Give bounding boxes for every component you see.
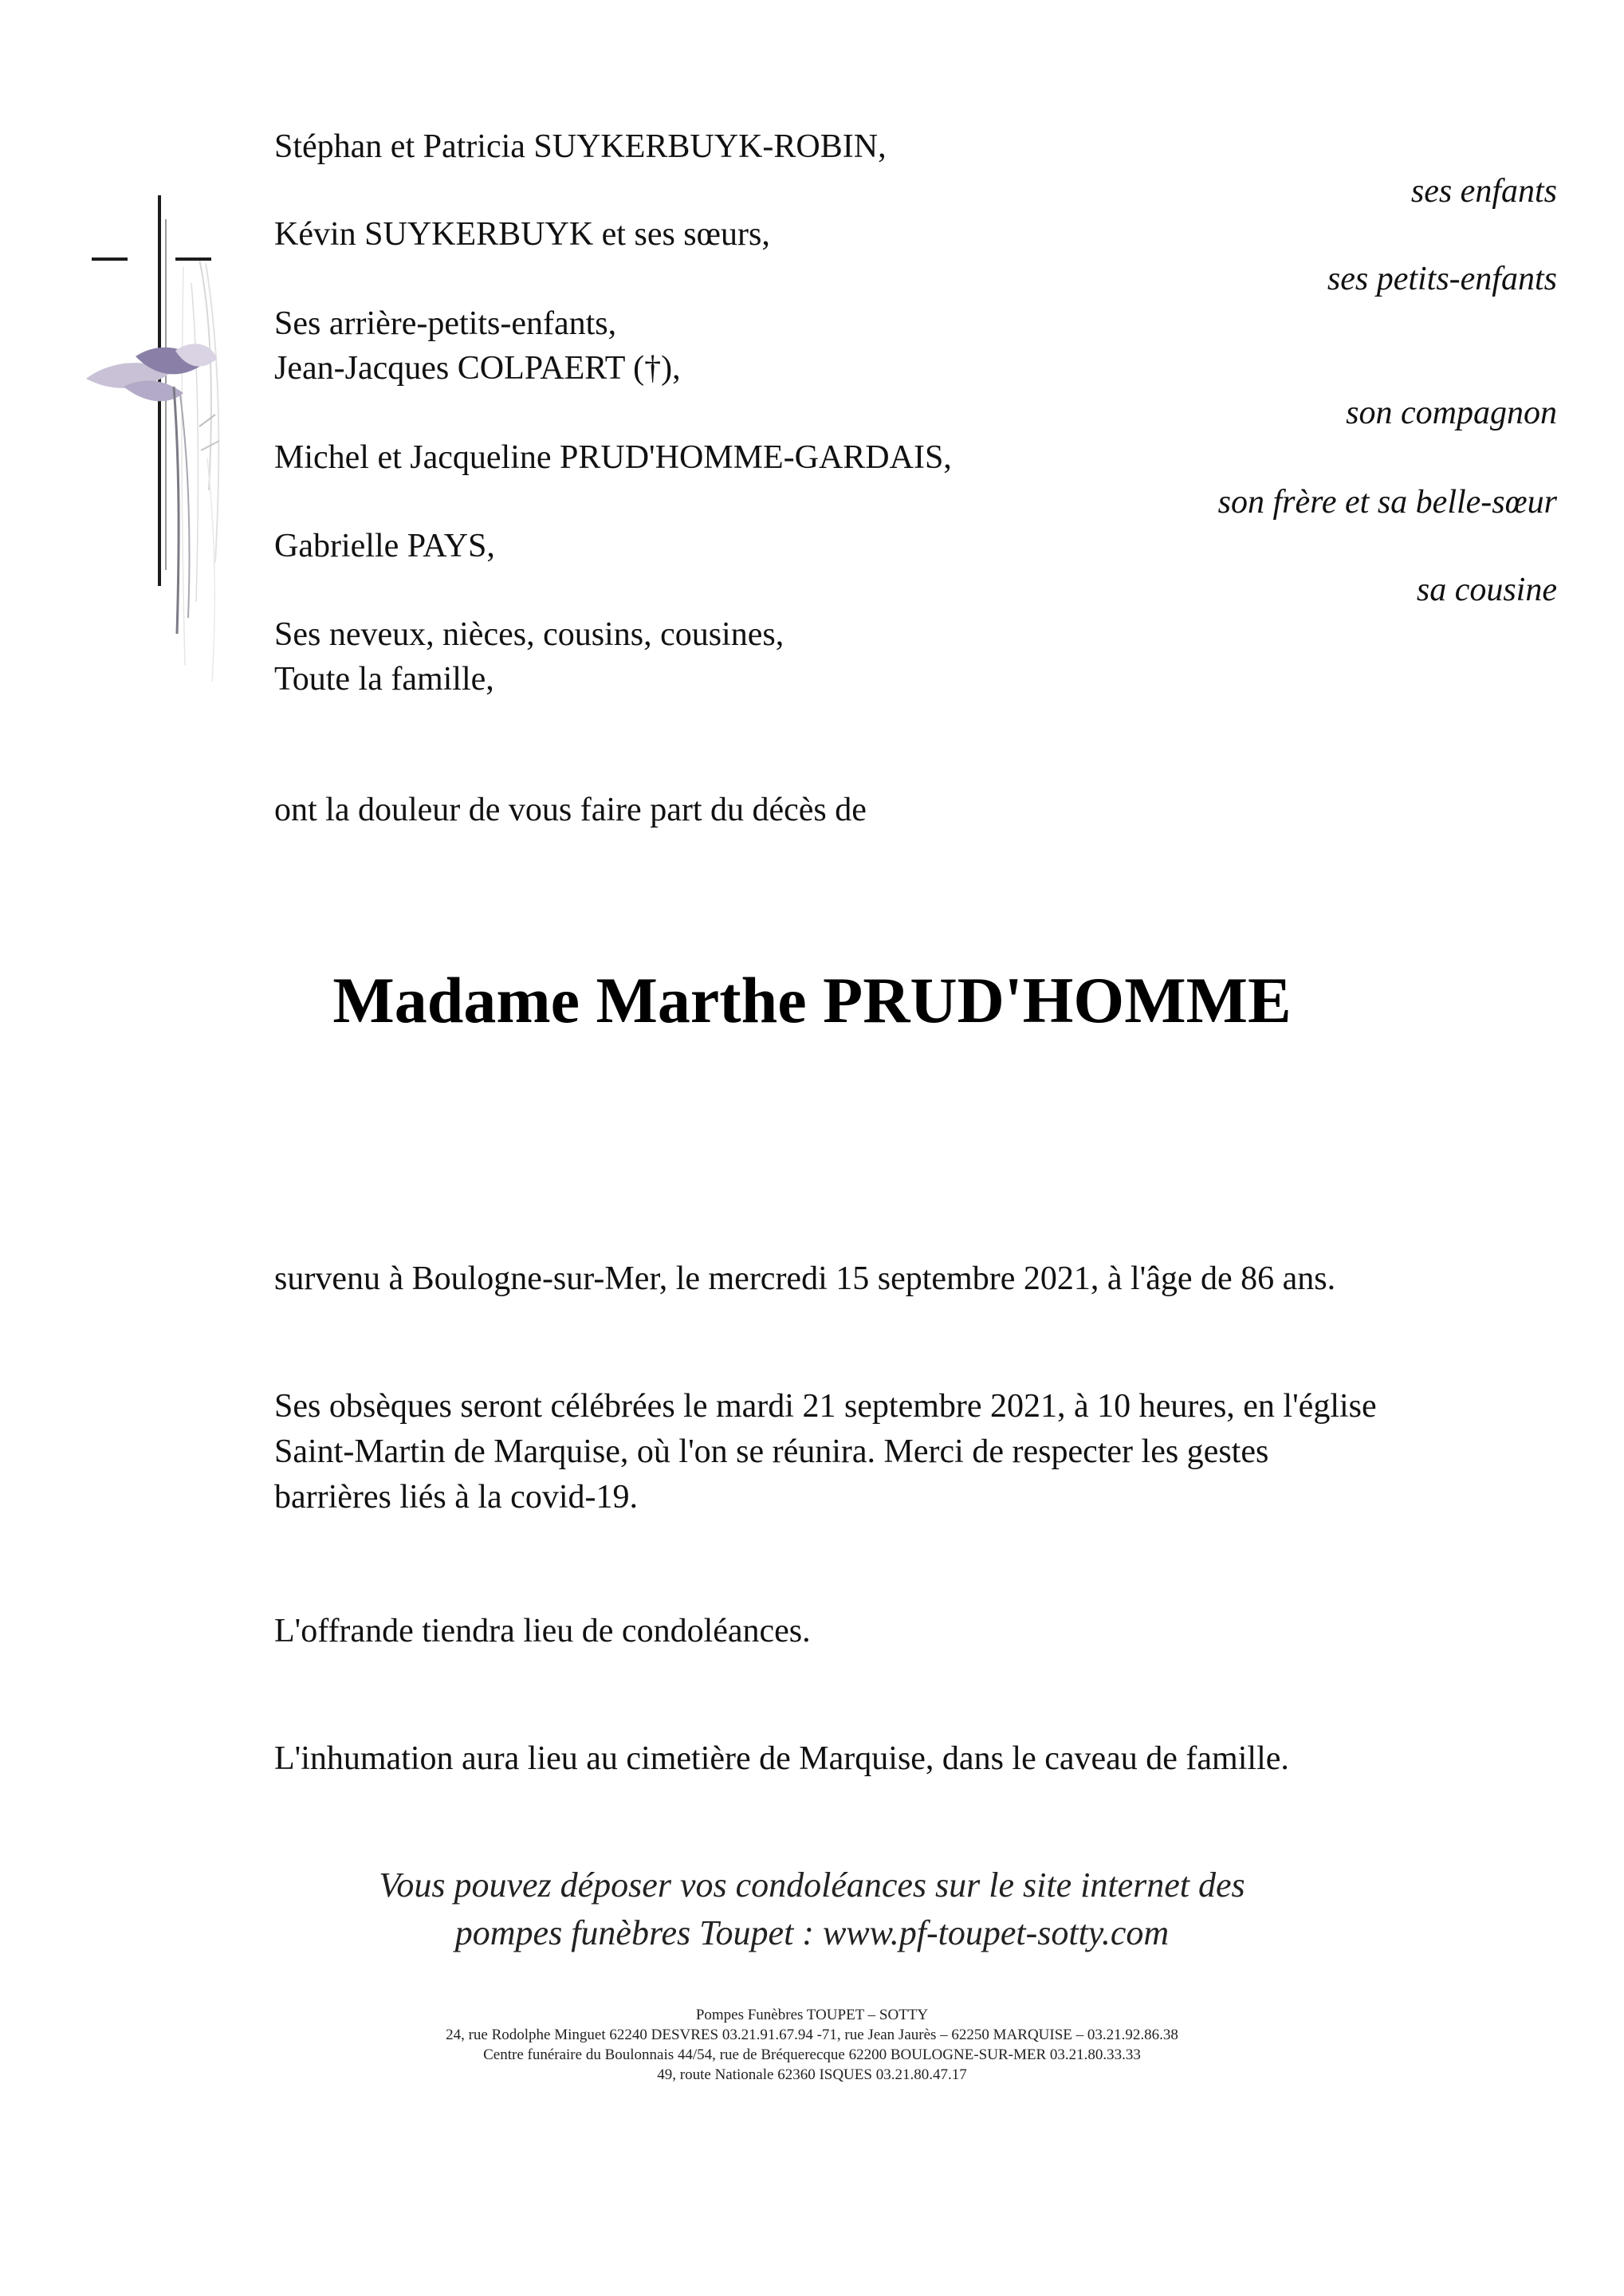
family-line-4: Jean-Jacques COLPAERT (†), [274,350,681,387]
family-line-7: Ses neveux, nièces, cousins, cousines, [274,616,784,653]
death-notice: survenu à Boulogne-sur-Mer, le mercredi 15 septembre 2021, à l'âge de 86 ans. [274,1260,1336,1297]
relation-brother-sister-in-law: son frère et sa belle-sœur [1217,484,1557,521]
family-line-1: Stéphan et Patricia SUYKERBUYK-ROBIN, [274,128,887,165]
footer-line-1: Pompes Funèbres TOUPET – SOTTY [695,2007,929,2023]
footer-line-4: 49, route Nationale 62360 ISQUES 03.21.80.47.17 [657,2066,967,2083]
condolences-line-1: Vous pouvez déposer vos condoléances sur le site internet des [379,1866,1245,1905]
cross-with-lily-icon [80,187,239,702]
funeral-line-2: Saint-Martin de Marquise, où l'on se réunira. Merci de respecter les gestes [274,1433,1269,1470]
family-line-5: Michel et Jacqueline PRUD'HOMME-GARDAIS, [274,439,952,476]
relation-grandchildren: ses petits-enfants [1327,261,1557,297]
footer-line-3: Centre funéraire du Boulonnais 44/54, rue de Bréquerecque 62200 BOULOGNE-SUR-MER 03.21.80.33.33 [483,2046,1141,2063]
family-line-2: Kévin SUYKERBUYK et ses sœurs, [274,216,770,253]
deceased-name: Madame Marthe PRUD'HOMME [332,964,1292,1036]
condolences-line-2: pompes funèbres Toupet : www.pf-toupet-sotty.com [454,1913,1170,1952]
burial-note: L'inhumation aura lieu au cimetière de Marquise, dans le caveau de famille. [274,1740,1289,1777]
family-line-8: Toute la famille, [274,661,494,698]
condolences-note [0,1862,1624,1957]
family-line-6: Gabrielle PAYS, [274,528,495,564]
family-line-3: Ses arrière-petits-enfants, [274,305,617,342]
relation-children: ses enfants [1410,173,1557,210]
offering-note: L'offrande tiendra lieu de condoléances. [274,1613,811,1649]
funeral-home-footer [0,2005,1624,2085]
funeral-paragraph [274,1384,1566,1520]
relation-companion: son compagnon [1346,395,1557,431]
funeral-line-3: barrières liés à la covid-19. [274,1479,638,1516]
relation-cousin: sa cousine [1416,572,1557,608]
funeral-line-1: Ses obsèques seront célébrées le mardi 21 septembre 2021, à 10 heures, en l'église [274,1388,1377,1425]
announcement: ont la douleur de vous faire part du décès de [274,792,867,828]
footer-line-2: 24, rue Rodolphe Minguet 62240 DESVRES 03.21.91.67.94 -71, rue Jean Jaurès – 62250 MARQUISE – 03.21.92.86.38 [446,2027,1178,2043]
